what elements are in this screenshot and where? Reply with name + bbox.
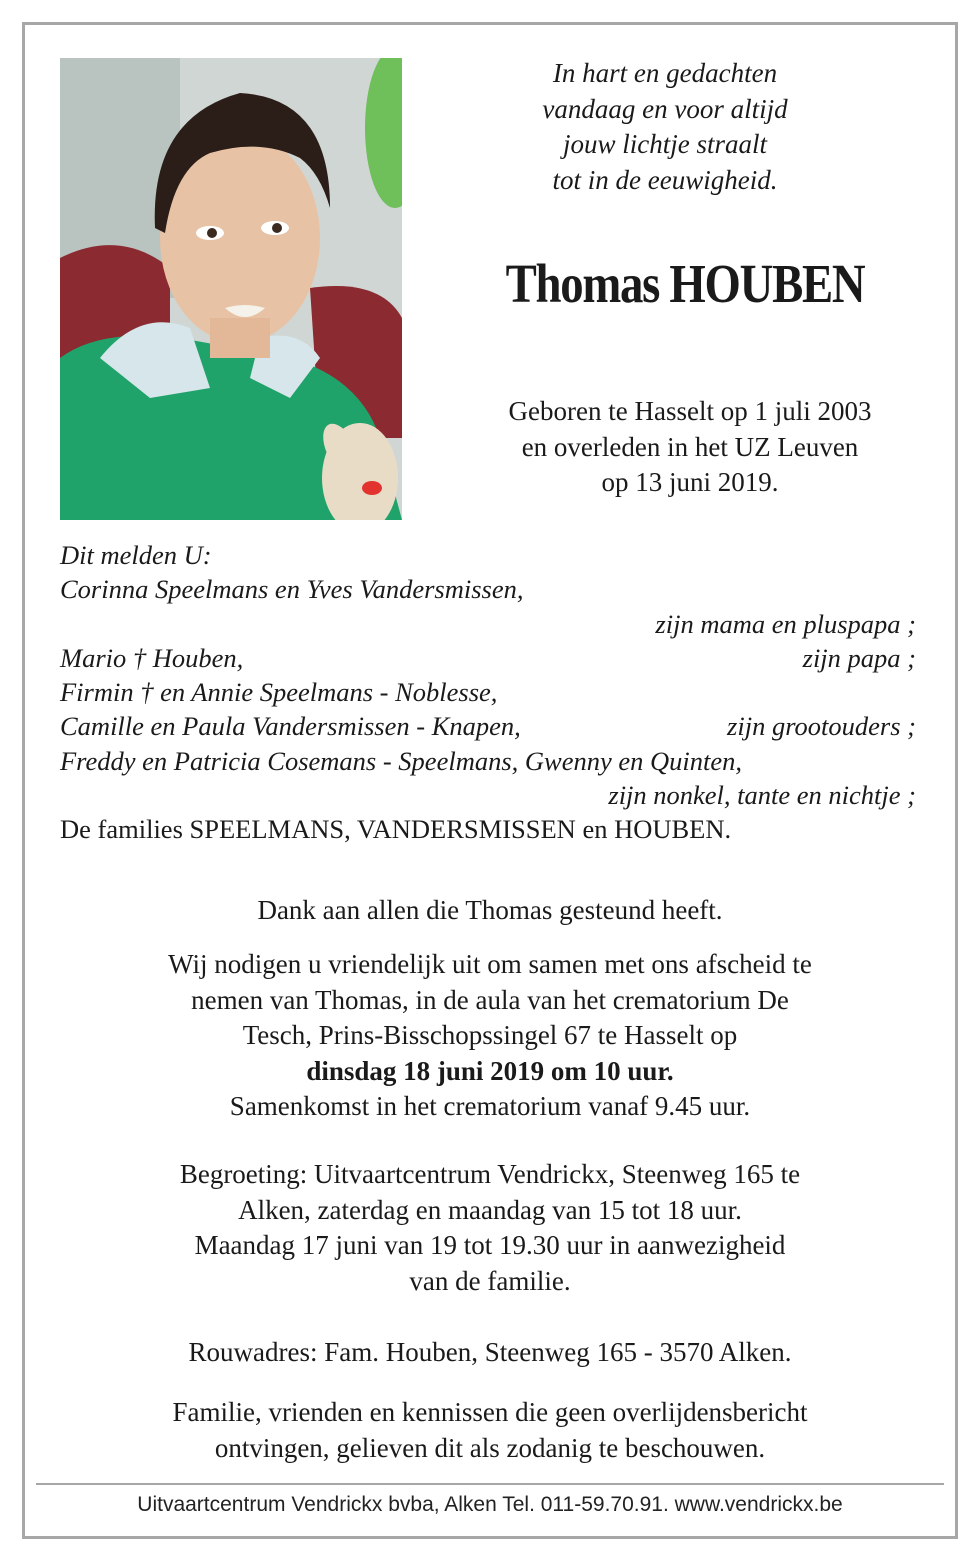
- ceremony-date: dinsdag 18 juni 2019 om 10 uur.: [306, 1055, 674, 1086]
- notice-line: Familie, vrienden en kennissen die geen overlijdensbericht: [172, 1397, 808, 1427]
- poem-line: In hart en gedachten: [552, 58, 778, 88]
- poem-line: jouw lichtje straalt: [562, 129, 767, 159]
- portrait-photo: [60, 58, 402, 520]
- greeting-line: Begroeting: Uitvaartcentrum Vendrickx, Steenweg 165 te: [179, 1159, 801, 1189]
- families-line: De families SPEELMANS, VANDERSMISSEN en HOUBEN.: [60, 814, 732, 845]
- poem-line: tot in de eeuwigheid.: [552, 164, 778, 195]
- thanks-section: [40, 893, 940, 929]
- relative-name: Firmin † en Annie Speelmans - Noblesse,: [60, 677, 498, 708]
- birth-death-line: Geboren te Hasselt op 1 juli 2003: [508, 396, 872, 426]
- memorial-poem: [430, 56, 900, 198]
- invitation-line: Samenkomst in het crematorium vanaf 9.45 uur.: [229, 1091, 751, 1121]
- footer-divider: [36, 1483, 944, 1485]
- notice-line: ontvingen, gelieven dit als zodanig te beschouwen.: [214, 1432, 766, 1463]
- greeting-line: Alken, zaterdag en maandag van 15 tot 18 uur.: [238, 1194, 742, 1225]
- mourning-address-section: [40, 1335, 940, 1371]
- announcement-block: [60, 538, 916, 847]
- invitation-line: Tesch, Prins-Bisschopssingel 67 te Hasselt op: [242, 1020, 738, 1050]
- relation-label: zijn nonkel, tante en nichtje ;: [608, 780, 916, 811]
- relative-name: Mario † Houben,: [60, 642, 244, 673]
- invitation-line: Wij nodigen u vriendelijk uit om samen met ons afscheid te: [168, 949, 812, 979]
- poem-line: vandaag en voor altijd: [542, 93, 788, 124]
- greeting-line: van de familie.: [409, 1265, 571, 1296]
- announcement-intro: Dit melden U:: [60, 540, 212, 570]
- birth-death-line: op 13 juni 2019.: [601, 467, 779, 497]
- invitation-section: [40, 947, 940, 1125]
- relative-name: Freddy en Patricia Cosemans - Speelmans, Gwenny en Quinten,: [60, 745, 742, 776]
- thanks-text: Dank aan allen die Thomas gesteund heeft.: [257, 895, 723, 925]
- deceased-name: Thomas HOUBEN: [505, 253, 865, 314]
- greeting-section: [40, 1157, 940, 1299]
- relation-label: zijn mama en pluspapa ;: [655, 608, 916, 639]
- relative-name: Camille en Paula Vandersmissen - Knapen,: [60, 711, 521, 742]
- mourning-address: Rouwadres: Fam. Houben, Steenweg 165 - 3570 Alken.: [188, 1337, 792, 1367]
- funeral-home-footer: Uitvaartcentrum Vendrickx bvba, Alken Tel. 011-59.70.91. www.vendrickx.be: [137, 1493, 843, 1516]
- greeting-line: Maandag 17 juni van 19 tot 19.30 uur in aanwezigheid: [194, 1230, 786, 1260]
- invitation-line: nemen van Thomas, in de aula van het crematorium De: [191, 984, 789, 1015]
- birth-death-info: [430, 394, 950, 501]
- relation-label: zijn grootouders ;: [727, 711, 916, 742]
- birth-death-line: en overleden in het UZ Leuven: [521, 431, 859, 462]
- relative-name: Corinna Speelmans en Yves Vandersmissen,: [60, 574, 524, 605]
- notice-section: [40, 1395, 940, 1466]
- relation-label: zijn papa ;: [802, 642, 916, 673]
